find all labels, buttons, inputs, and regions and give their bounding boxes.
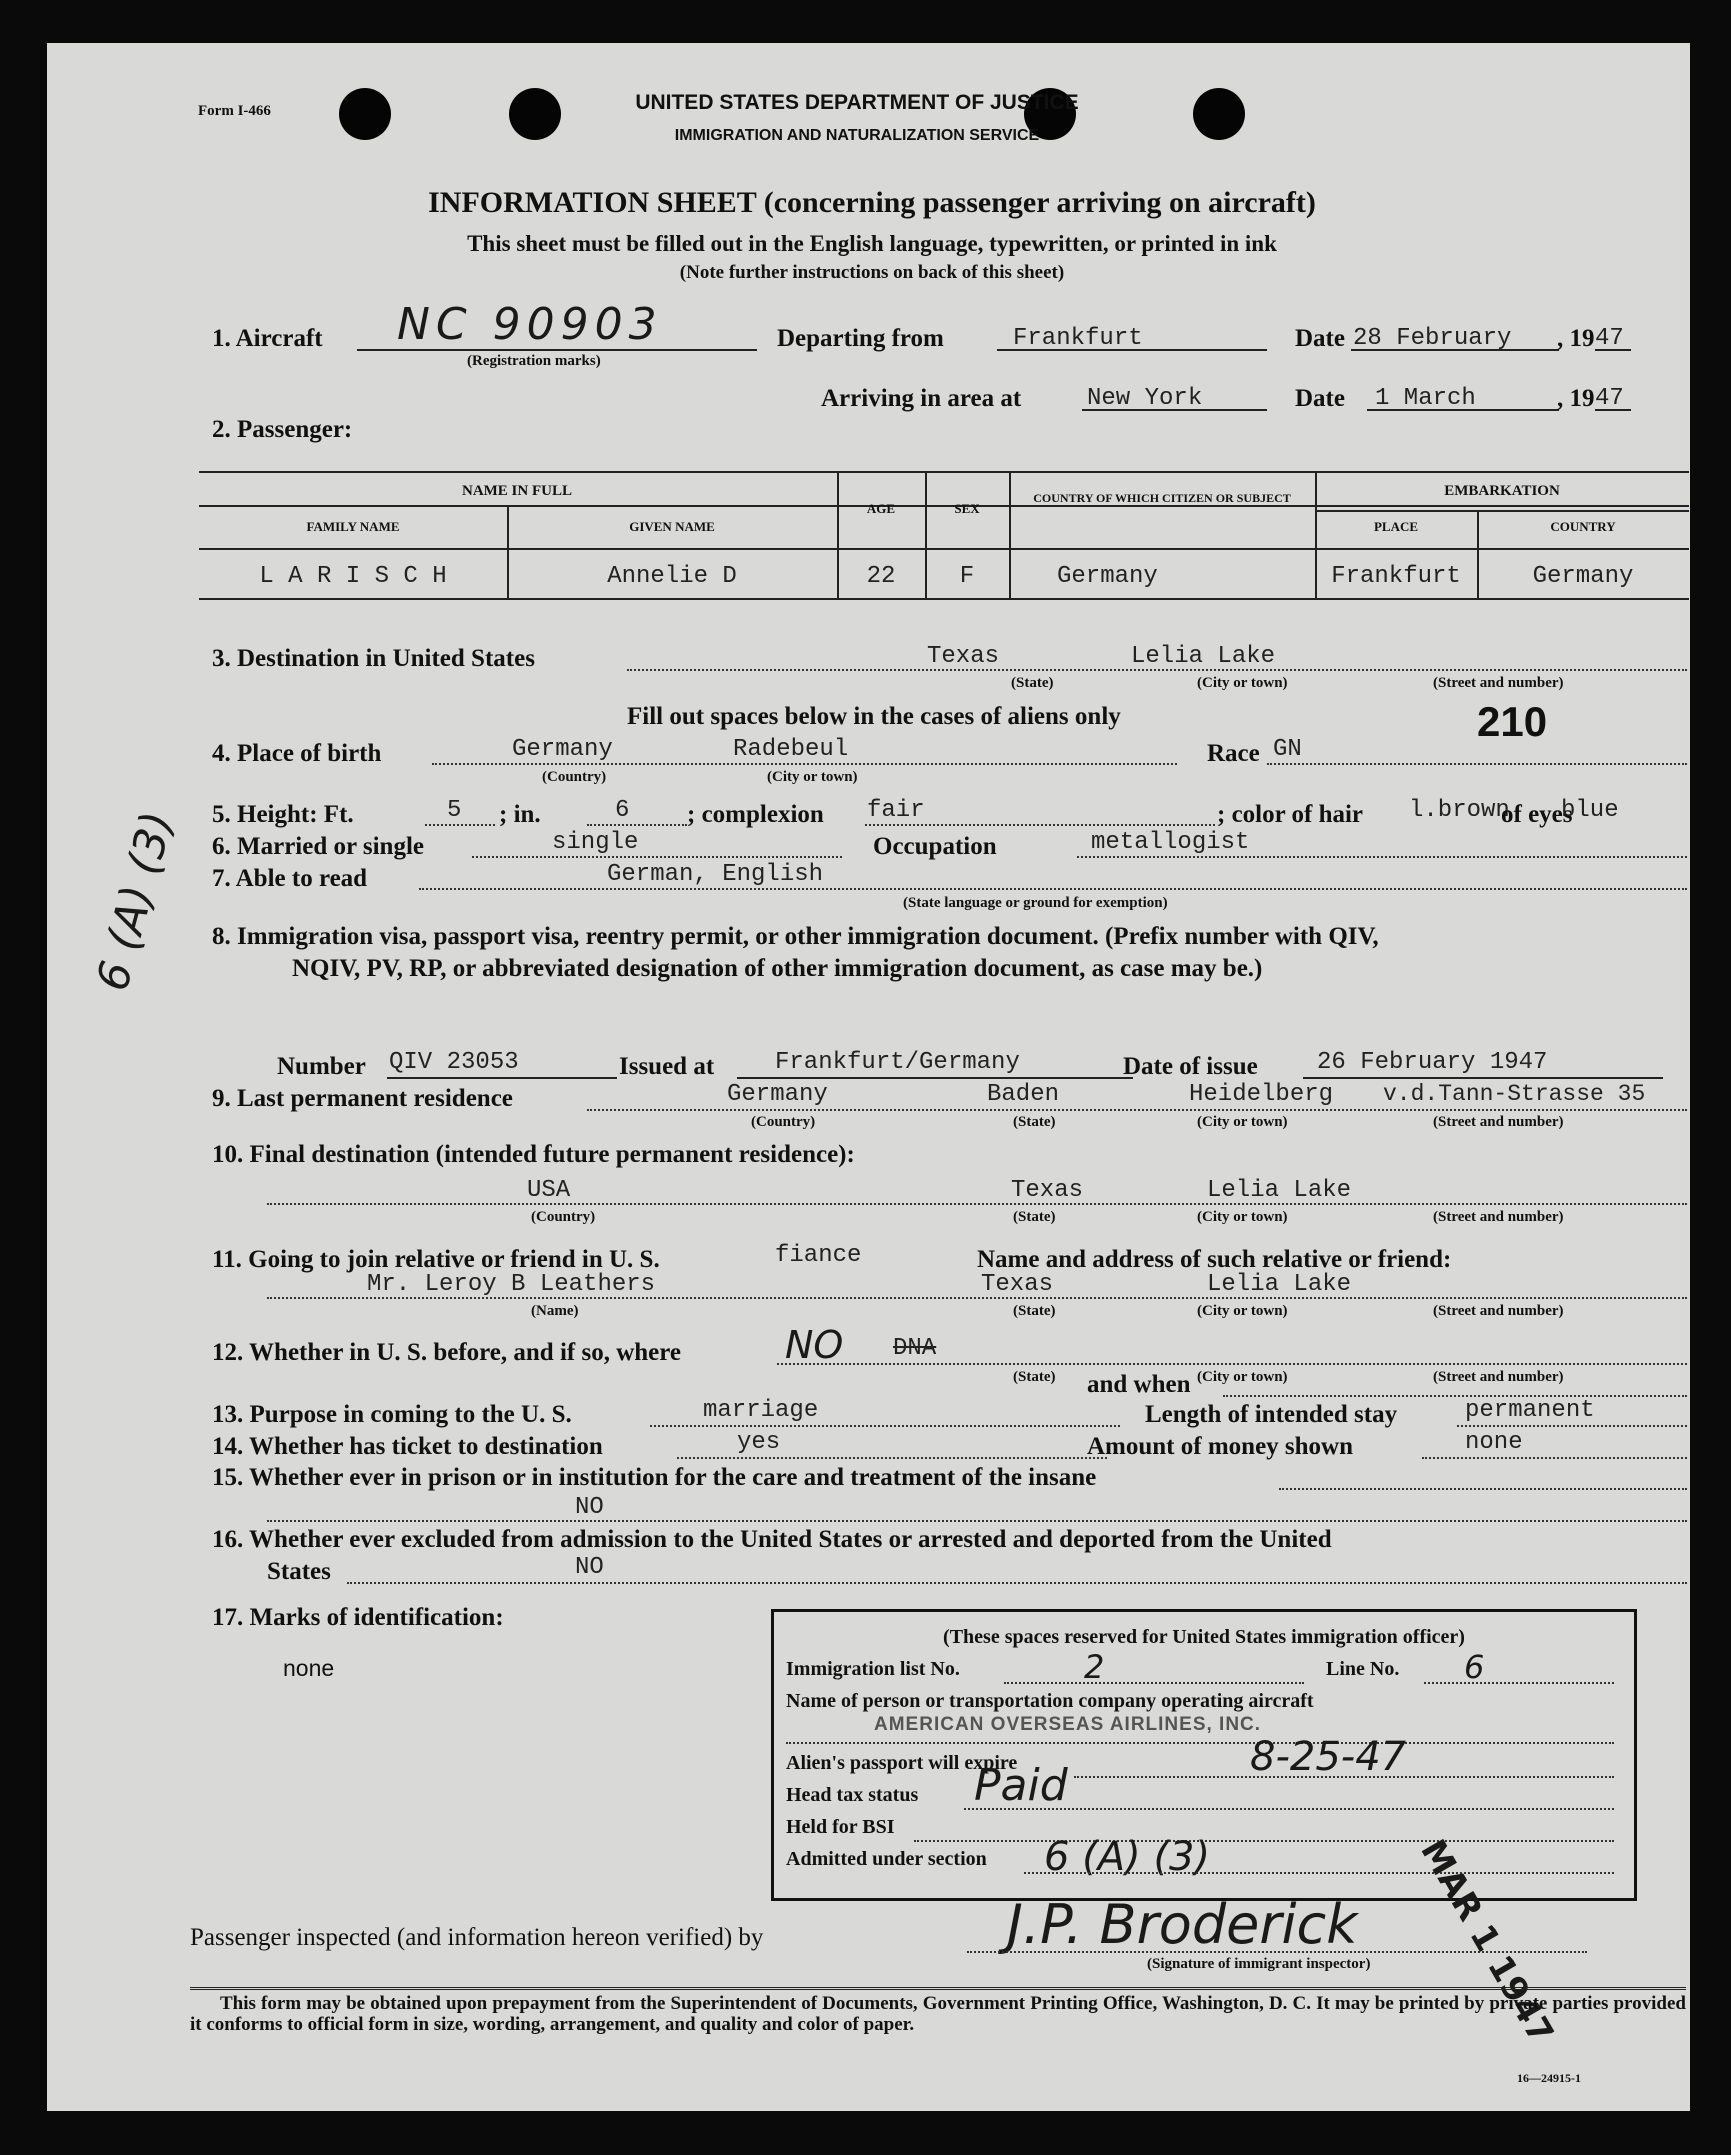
- arriving-label: Arriving in area at: [821, 385, 1022, 412]
- citizenship-header: COUNTRY OF WHICH CITIZEN OR SUBJECT: [1033, 491, 1291, 505]
- before-label: 12. Whether in U. S. before, and if so, where: [212, 1339, 681, 1366]
- ticket-label: 14. Whether has ticket to destination: [212, 1433, 603, 1460]
- document-label-continued: NQIV, PV, RP, or abbreviated designation of other immigration document, as case may be.): [292, 955, 1263, 982]
- residence-city: Heidelberg: [1189, 1081, 1334, 1108]
- name-in-full-header: NAME IN FULL: [461, 483, 572, 499]
- excluded-label-continued: States: [267, 1558, 331, 1585]
- when-label: and when: [1087, 1371, 1191, 1398]
- birth-country: Germany: [512, 736, 613, 763]
- complexion-label: ; complexion: [687, 801, 824, 828]
- issue-date-value: 26 February 1947: [1317, 1049, 1548, 1076]
- ticket-value: yes: [737, 1429, 781, 1456]
- caption-state: (State): [1011, 675, 1054, 691]
- footer-code: 16—24915-1: [1517, 2071, 1581, 2085]
- service-heading: IMMIGRATION AND NATURALIZATION SERVICE: [674, 127, 1040, 144]
- list-no-label: Immigration list No.: [786, 1658, 960, 1680]
- caption-street: (Street and number): [1433, 1369, 1564, 1385]
- company-label: Name of person or transportation company operating aircraft: [786, 1690, 1314, 1712]
- caption-street: (Street and number): [1433, 1114, 1564, 1130]
- excluded-label: 16. Whether ever excluded from admission to the United States or arrested and deported from the United: [212, 1526, 1332, 1553]
- married-label: 6. Married or single: [212, 833, 424, 860]
- document-number: QIV 23053: [389, 1049, 519, 1076]
- caption-city: (City or town): [767, 769, 858, 785]
- caption-country: (Country): [751, 1114, 816, 1130]
- punch-hole: [509, 88, 561, 140]
- money-label: Amount of money shown: [1087, 1433, 1354, 1460]
- money-value: none: [1465, 1429, 1523, 1456]
- residence-street: v.d.Tann-Strasse 35: [1383, 1081, 1646, 1107]
- married-value: single: [552, 829, 639, 856]
- read-caption: (State language or ground for exemption): [903, 895, 1168, 911]
- embarkation-country-header: COUNTRY: [1550, 519, 1616, 534]
- arrival-date-label: Date: [1295, 385, 1345, 412]
- height-label: 5. Height: Ft.: [212, 801, 354, 828]
- birth-city: Radebeul: [733, 736, 849, 763]
- departing-value: Frankfurt: [1013, 325, 1143, 352]
- document-number-label: Number: [277, 1053, 366, 1080]
- caption-city: (City or town): [1197, 1209, 1288, 1225]
- complexion-value: fair: [867, 797, 925, 824]
- residence-label: 9. Last permanent residence: [212, 1085, 513, 1112]
- stay-value: permanent: [1465, 1397, 1595, 1424]
- join-label: 11. Going to join relative or friend in U. S.: [212, 1246, 660, 1273]
- race-label: Race: [1207, 740, 1260, 767]
- admitted-value: 6 (A) (3): [1044, 1834, 1211, 1880]
- relative-state: Texas: [981, 1271, 1054, 1298]
- arrival-date-value: 1 March: [1375, 385, 1476, 412]
- destination-state: Texas: [927, 643, 1000, 670]
- final-state: Texas: [1011, 1177, 1084, 1204]
- marks-label: 17. Marks of identification:: [212, 1604, 504, 1631]
- departure-year-prefix: , 19: [1557, 325, 1595, 352]
- departure-date-label: Date: [1295, 325, 1345, 352]
- excluded-value: NO: [575, 1554, 604, 1581]
- final-destination-label: 10. Final destination (intended future permanent residence):: [212, 1141, 855, 1168]
- final-city: Lelia Lake: [1207, 1177, 1352, 1204]
- form-title: INFORMATION SHEET (concerning passenger arriving on aircraft): [428, 186, 1316, 219]
- issue-date-label: Date of issue: [1123, 1053, 1258, 1080]
- caption-name: (Name): [531, 1303, 579, 1319]
- bsi-label: Held for BSI: [786, 1816, 895, 1838]
- caption-country: (Country): [531, 1209, 596, 1225]
- height-ft: 5: [447, 797, 462, 824]
- officer-box-title: (These spaces reserved for United States immigration officer): [943, 1626, 1465, 1648]
- departure-year: 47: [1595, 325, 1624, 352]
- caption-city: (City or town): [1197, 675, 1288, 691]
- arrival-year: 47: [1595, 385, 1624, 412]
- caption-state: (State): [1013, 1303, 1056, 1319]
- date-stamp: MAR 1 1947: [1412, 1833, 1562, 2051]
- caption-city: (City or town): [1197, 1114, 1288, 1130]
- sex-value: F: [959, 563, 975, 590]
- officer-box: [771, 1609, 1637, 1901]
- height-in-label: ; in.: [499, 801, 541, 828]
- admitted-label: Admitted under section: [786, 1848, 987, 1870]
- age-header: AGE: [866, 501, 896, 516]
- inspector-signature: J.P. Broderick: [1007, 1893, 1358, 1956]
- prison-value: NO: [575, 1494, 604, 1521]
- margin-annotation: 6 (A) (3): [87, 806, 184, 997]
- form-sheet: [47, 43, 1690, 2111]
- citizenship-value: Germany: [1057, 563, 1158, 590]
- race-value: GN: [1273, 736, 1302, 763]
- caption-state: (State): [1013, 1369, 1056, 1385]
- caption-street: (Street and number): [1433, 1209, 1564, 1225]
- issued-at-value: Frankfurt/Germany: [775, 1049, 1020, 1076]
- purpose-value: marriage: [703, 1397, 819, 1424]
- stamp-number: 210: [1477, 698, 1548, 745]
- arriving-value: New York: [1087, 385, 1203, 412]
- age-value: 22: [866, 563, 896, 590]
- given-name-header: GIVEN NAME: [629, 519, 715, 534]
- marks-value: none: [283, 1655, 335, 1681]
- relative-name-label: Name and address of such relative or friend:: [977, 1246, 1452, 1273]
- eyes-label: of eyes: [1501, 801, 1573, 828]
- sex-header: SEX: [954, 501, 980, 516]
- occupation-value: metallogist: [1091, 829, 1250, 856]
- prison-label: 15. Whether ever in prison or in institution for the care and treatment of the insane: [212, 1464, 1097, 1491]
- caption-city: (City or town): [1197, 1369, 1288, 1385]
- form-number: Form I-466: [198, 103, 271, 119]
- head-tax-label: Head tax status: [786, 1784, 919, 1806]
- footer-text: This form may be obtained upon prepayment from the Superintendent of Documents, Government Printing Office, Washington, D. C. It may be printed by private parties provided it conforms to official form in size, wording, arrangement, and quality and color of paper.: [190, 1993, 1686, 2035]
- hair-label: ; color of hair: [1217, 801, 1364, 828]
- given-name-value: Annelie D: [607, 563, 737, 590]
- line-no-value: 6: [1464, 1648, 1485, 1686]
- aircraft-label: 1. Aircraft: [212, 325, 323, 352]
- height-in: 6: [615, 797, 630, 824]
- head-tax-value: Paid: [974, 1760, 1068, 1811]
- embarkation-header: EMBARKATION: [1444, 483, 1560, 499]
- relative-name: Mr. Leroy B Leathers: [367, 1271, 656, 1298]
- hair-value: l.brown: [1409, 797, 1510, 824]
- company-stamp: AMERICAN OVERSEAS AIRLINES, INC.: [874, 1714, 1262, 1735]
- caption-state: (State): [1013, 1114, 1056, 1130]
- passenger-label: 2. Passenger:: [212, 416, 353, 443]
- residence-country: Germany: [727, 1081, 828, 1108]
- before-struck: DNA: [893, 1335, 937, 1362]
- passport-expire-value: 8-25-47: [1250, 1734, 1407, 1780]
- destination-city: Lelia Lake: [1131, 643, 1276, 670]
- departing-label: Departing from: [777, 325, 944, 352]
- family-name-value: L A R I S C H: [259, 563, 447, 590]
- eyes-value: blue: [1561, 797, 1619, 824]
- list-no-value: 2: [1084, 1648, 1105, 1686]
- residence-state: Baden: [987, 1081, 1060, 1108]
- final-country: USA: [527, 1177, 571, 1204]
- form-subtitle: This sheet must be filled out in the English language, typewritten, or printed in ink: [467, 231, 1277, 256]
- caption-city: (City or town): [1197, 1303, 1288, 1319]
- caption-street: (Street and number): [1433, 1303, 1564, 1319]
- caption-country: (Country): [542, 769, 607, 785]
- aliens-note: Fill out spaces below in the cases of aliens only: [627, 703, 1121, 730]
- purpose-label: 13. Purpose in coming to the U. S.: [212, 1401, 572, 1428]
- document-label: 8. Immigration visa, passport visa, reentry permit, or other immigration document. (Prefix number with QIV,: [212, 923, 1379, 950]
- punch-hole: [339, 88, 391, 140]
- read-label: 7. Able to read: [212, 865, 368, 892]
- relative-city: Lelia Lake: [1207, 1271, 1352, 1298]
- destination-label: 3. Destination in United States: [212, 645, 535, 672]
- inspection-label: Passenger inspected (and information hereon verified) by: [190, 1924, 764, 1951]
- family-name-header: FAMILY NAME: [306, 519, 400, 534]
- birth-label: 4. Place of birth: [212, 740, 382, 767]
- caption-street: (Street and number): [1433, 675, 1564, 691]
- caption-state: (State): [1013, 1209, 1056, 1225]
- department-heading: UNITED STATES DEPARTMENT OF JUSTICE: [635, 91, 1079, 114]
- departure-date-value: 28 February: [1353, 325, 1512, 352]
- stay-label: Length of intended stay: [1145, 1401, 1398, 1428]
- occupation-label: Occupation: [873, 833, 997, 860]
- embarkation-place-value: Frankfurt: [1331, 563, 1461, 590]
- arrival-year-prefix: , 19: [1557, 385, 1595, 412]
- punch-hole: [1193, 88, 1245, 140]
- line-no-label: Line No.: [1326, 1658, 1400, 1680]
- registration-value: NC 90903: [397, 299, 663, 350]
- read-value: German, English: [607, 861, 824, 888]
- form-note: (Note further instructions on back of this sheet): [679, 262, 1065, 283]
- issued-at-label: Issued at: [619, 1053, 715, 1080]
- join-relation: fiance: [775, 1242, 862, 1269]
- registration-caption: (Registration marks): [467, 353, 601, 369]
- passport-expire-label: Alien's passport will expire: [786, 1752, 1018, 1774]
- before-value: NO: [785, 1323, 844, 1367]
- signature-caption: (Signature of immigrant inspector): [1147, 1956, 1371, 1972]
- embarkation-country-value: Germany: [1532, 563, 1634, 590]
- embarkation-place-header: PLACE: [1373, 519, 1419, 534]
